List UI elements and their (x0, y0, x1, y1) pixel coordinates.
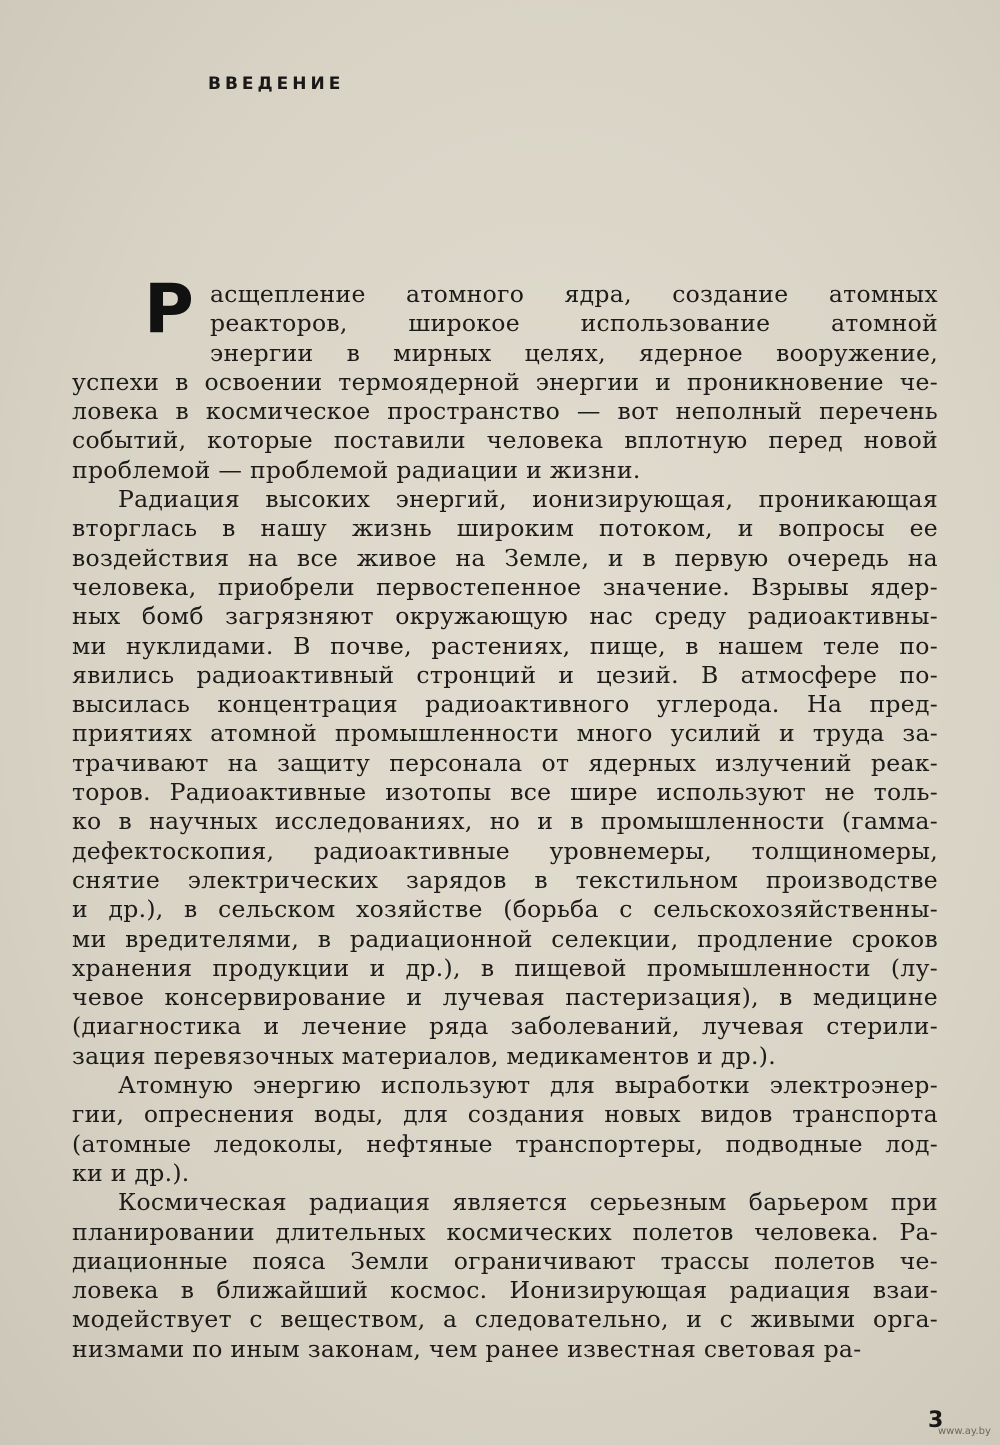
text-line: асщепление атомного ядра, создание атомных (210, 280, 938, 308)
text-line: успехи в освоении термоядерной энергии и проникновение че- (72, 367, 938, 396)
text-line: событий, которые поставили человека вплотную перед новой (72, 426, 938, 455)
text-line: проблемой — проблемой радиации и жизни. (72, 455, 641, 484)
text-line: Атомную энергию используют для выработки электроэнер- (118, 1071, 938, 1100)
text-line: (диагностика и лечение ряда заболеваний, лучевая стерили- (72, 1012, 938, 1041)
text-line: Космическая радиация является серьезным барьером при (118, 1188, 938, 1217)
text-line: реакторов, широкое использование атомной (210, 309, 938, 338)
text-line: гии, опреснения воды, для создания новых видов транспорта (72, 1100, 938, 1129)
text-line: Радиация высоких энергий, ионизирующая, проникающая (118, 485, 938, 514)
text-line: планировании длительных космических полетов человека. Ра- (72, 1217, 938, 1246)
text-line: хранения продукции и др.), в пищевой промышленности (лу- (72, 953, 938, 982)
text-line: диационные пояса Земли ограничивают трассы полетов че- (72, 1246, 938, 1275)
text-line: воздействия на все живое на Земле, и в первую очередь на (72, 543, 938, 572)
watermark: www.ay.by (938, 1426, 991, 1437)
page-number: 3 (928, 1408, 944, 1433)
text-line: ми нуклидами. В почве, растениях, пище, в нашем теле по- (72, 631, 938, 660)
text-line: торов. Радиоактивные изотопы все шире используют не толь- (72, 778, 938, 807)
text-line: ных бомб загрязняют окружающую нас среду радиоактивны- (72, 602, 938, 631)
text-line: ки и др.). (72, 1158, 190, 1187)
body-text (72, 270, 938, 1364)
text-line: ловека в ближайший космос. Ионизирующая радиация взаи- (72, 1276, 938, 1305)
text-line: дефектоскопия, радиоактивные уровнемеры, толщиномеры, (72, 836, 938, 865)
text-line: явились радиоактивный стронций и цезий. В атмосфере по- (72, 660, 938, 689)
text-line: трачивают на защиту персонала от ядерных излучений реак- (72, 748, 938, 777)
text-line: модействует с веществом, а следовательно, и с живыми орга- (72, 1305, 938, 1334)
text-line: ко в научных исследованиях, но и в промышленности (гамма- (72, 807, 938, 836)
text-line: приятиях атомной промышленности много усилий и труда за- (72, 719, 938, 748)
text-line: ми вредителями, в радиационной селекции, продление сроков (72, 924, 938, 953)
text-line: вторглась в нашу жизнь широким потоком, и вопросы ее (72, 514, 938, 543)
chapter-heading: ВВЕДЕНИЕ (208, 74, 345, 94)
text-line: (атомные ледоколы, нефтяные транспортеры, подводные лод- (72, 1129, 938, 1158)
text-line: чевое консервирование и лучевая пастеризация), в медицине (72, 983, 938, 1012)
text-line: энергии в мирных целях, ядерное вооружение, (210, 338, 938, 367)
text-line: низмами по иным законам, чем ранее известная световая ра- (72, 1334, 862, 1363)
text-line: высилась концентрация радиоактивного углерода. На пред- (72, 690, 938, 719)
drop-cap: Р (144, 270, 195, 349)
text-line: снятие электрических зарядов в текстильном производстве (72, 865, 938, 894)
text-line: и др.), в сельском хозяйстве (борьба с сельскохозяйственны- (72, 895, 938, 924)
text-line: ловека в космическое пространство — вот неполный перечень (72, 397, 938, 426)
text-line: зация перевязочных материалов, медикаментов и др.). (72, 1041, 776, 1070)
text-line: человека, приобрели первостепенное значение. Взрывы ядер- (72, 572, 938, 601)
